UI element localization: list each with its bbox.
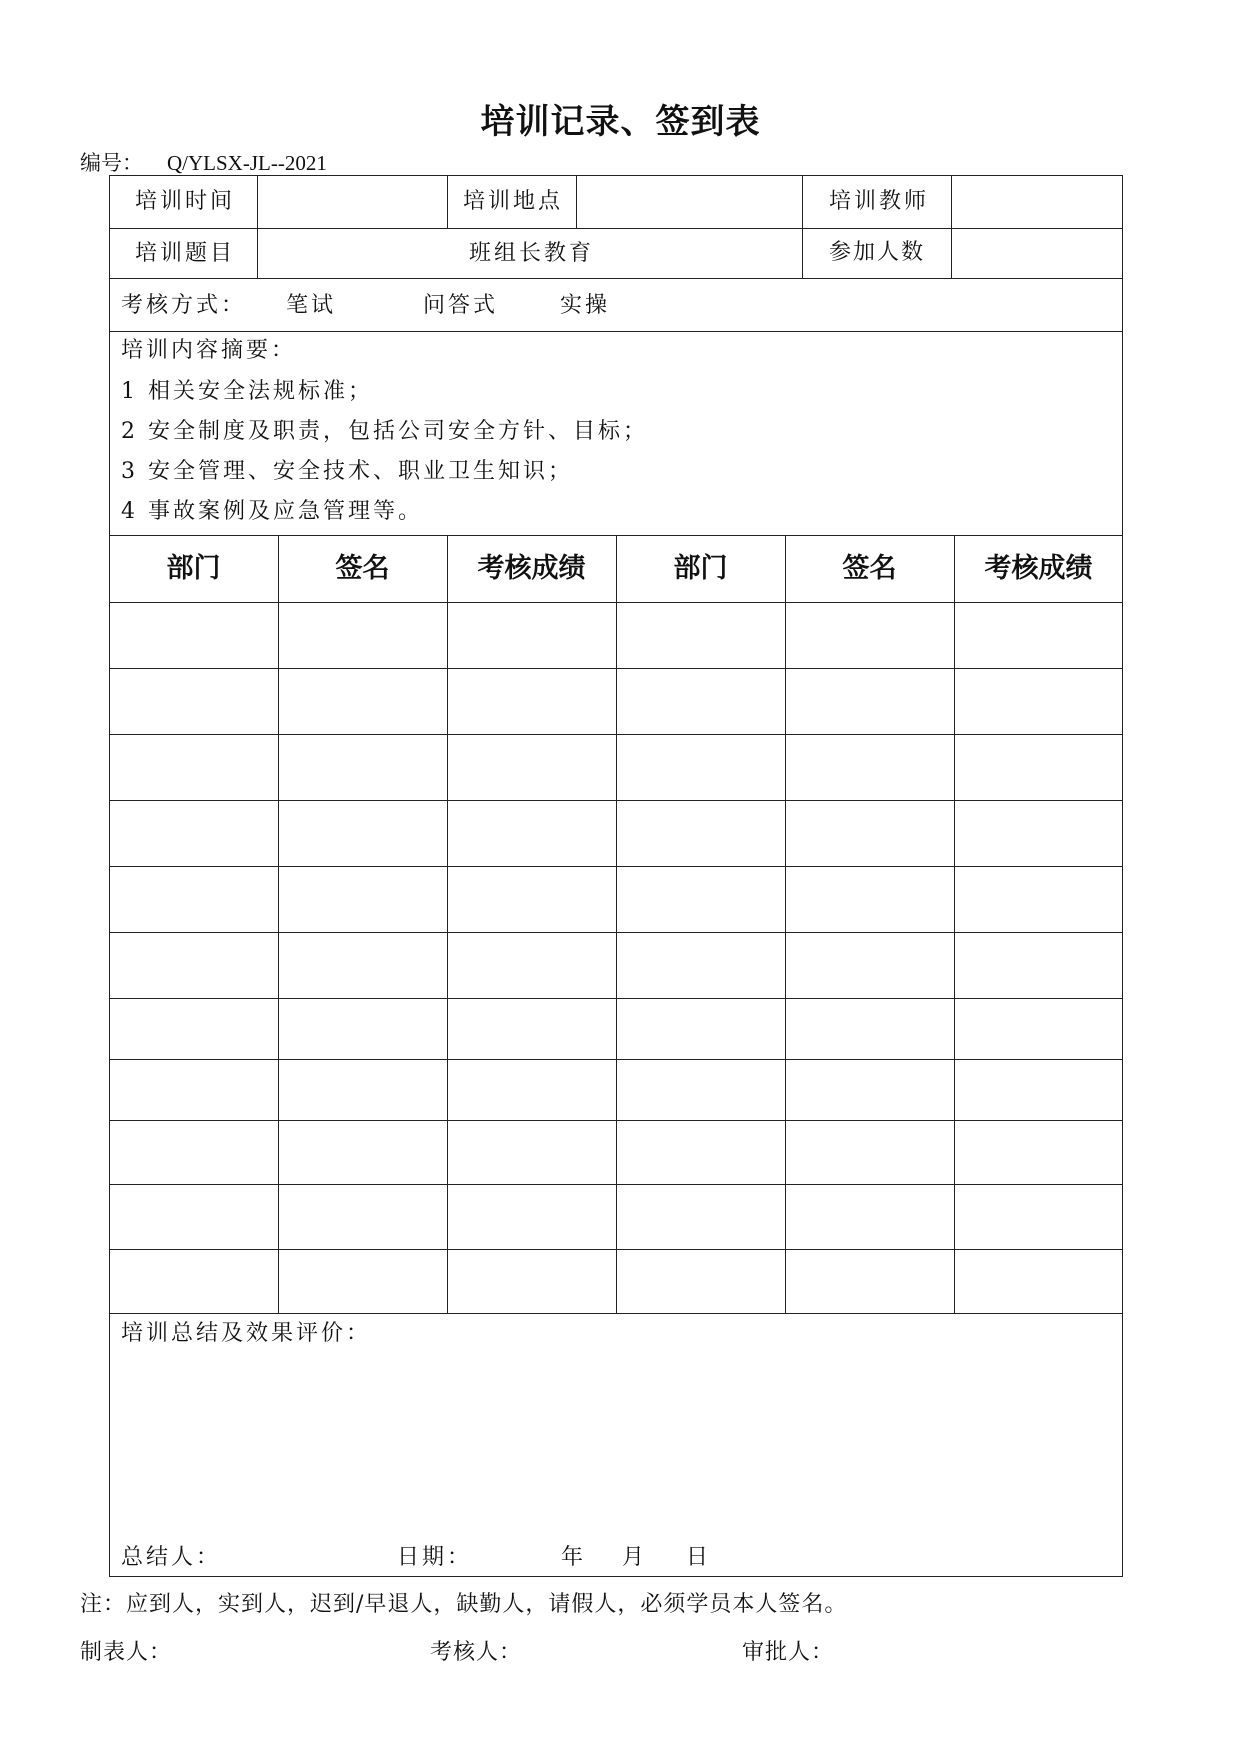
column-header-signature: 签名 <box>842 553 897 584</box>
training-place-label: 培训地点 <box>463 189 564 214</box>
rule <box>954 535 955 1313</box>
rule <box>109 331 1123 332</box>
document-title: 培训记录、签到表 <box>480 102 761 142</box>
rule <box>109 278 1123 279</box>
training-time-label: 培训时间 <box>135 189 236 214</box>
training-teacher-label: 培训教师 <box>829 189 930 214</box>
column-header-signature: 签名 <box>335 553 390 584</box>
date-month: 月 <box>622 1545 648 1570</box>
training-place-value[interactable] <box>590 191 790 215</box>
document-number-value: Q/YLSX-JL--2021 <box>167 151 327 175</box>
column-header-score: 考核成绩 <box>984 553 1093 584</box>
evaluation-label: 培训总结及效果评价： <box>121 1321 372 1346</box>
rule <box>109 1313 1123 1314</box>
assessment-option-practical[interactable]: 实操 <box>560 293 611 318</box>
assessment-option-qa[interactable]: 问答式 <box>423 293 499 318</box>
column-header-department: 部门 <box>166 553 221 584</box>
table-maker-label: 制表人： <box>80 1640 173 1665</box>
column-header-department: 部门 <box>673 553 728 584</box>
assessment-option-written[interactable]: 笔试 <box>286 293 337 318</box>
rule <box>802 175 803 278</box>
participant-count-value[interactable] <box>962 243 1112 267</box>
training-topic-label: 培训题目 <box>135 241 236 266</box>
rule <box>576 175 577 228</box>
signature-note: 注：应到人，实到人，迟到/早退人，缺勤人，请假人，必须学员本人签名。 <box>80 1592 848 1617</box>
content-item: 3 安全管理、安全技术、职业卫生知识； <box>121 459 573 484</box>
rule <box>278 535 279 1313</box>
rule <box>109 228 1123 229</box>
training-topic-value[interactable]: 班组长教育 <box>469 241 595 266</box>
assessment-label: 考核方式： <box>121 293 247 318</box>
date-label: 日期： <box>397 1545 473 1570</box>
content-item: 2 安全制度及职责，包括公司安全方针、目标； <box>121 419 648 444</box>
content-item: 1 相关安全法规标准； <box>121 379 373 404</box>
document-number <box>80 147 327 177</box>
document-number-label: 编号： <box>80 151 143 175</box>
column-header-score: 考核成绩 <box>477 553 586 584</box>
content-item: 4 事故案例及应急管理等。 <box>121 499 423 524</box>
rule <box>447 535 448 1313</box>
date-year: 年 <box>561 1545 587 1570</box>
approver-label: 审批人： <box>742 1640 835 1665</box>
rule <box>785 535 786 1313</box>
reviewer-label: 考核人： <box>430 1640 523 1665</box>
summarizer-label: 总结人： <box>121 1545 222 1570</box>
rule <box>616 535 617 1313</box>
content-summary-label: 培训内容摘要： <box>121 338 297 363</box>
rule <box>257 175 258 278</box>
participant-count-label: 参加人数 <box>829 240 926 265</box>
training-time-value[interactable] <box>270 191 440 215</box>
rule <box>951 175 952 278</box>
date-day: 日 <box>686 1545 712 1570</box>
training-teacher-value[interactable] <box>962 191 1112 215</box>
rule <box>447 175 448 228</box>
